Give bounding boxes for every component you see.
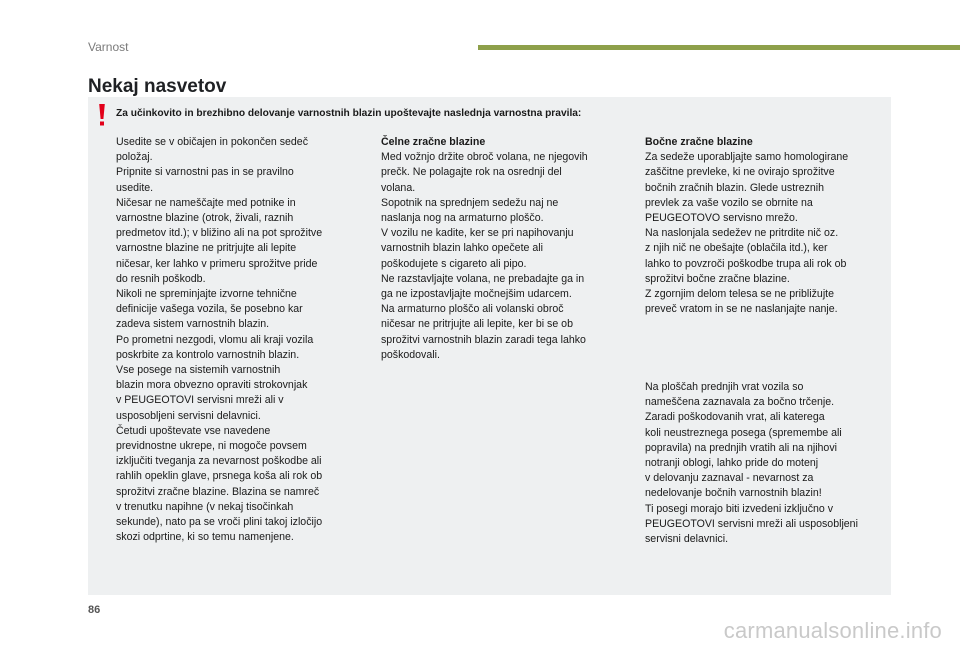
page-title: Nekaj nasvetov [88,76,227,97]
text-line: sekunde), nato pa se vroči plini takoj izločijo [116,516,323,529]
text-line: usposobljeni servisni delavnici. [116,409,261,422]
column-general [116,135,356,545]
text-line: Na armaturno ploščo ali volanski obroč [381,303,564,316]
text-line: ničesar, ker lahko v primeru sprožitve pride [116,257,318,270]
text-line: PEUGEOTOVI servisni mreži ali usposobljeni [645,517,858,530]
text-line: servisni delavnici. [645,533,729,546]
text-line: sprožitvi varnostnih blazin zaradi tega lahko [381,333,586,346]
text-line: Usedite se v običajen in pokončen sedeč [116,136,308,148]
text-line: Na ploščah prednjih vrat vozila so [645,381,804,393]
text-line: poškodovali. [381,348,440,361]
header-rule [478,45,960,50]
text-line: Z zgornjim delom telesa se ne približujte [645,288,835,301]
text-line: Zaradi poškodovanih vrat, ali katerega [645,411,825,424]
page-number: 86 [88,604,101,616]
text-line: Pripnite si varnostni pas in se pravilno [116,166,294,179]
text-line: previdnostne ukrepe, ni mogoče povsem [116,440,307,453]
text-line: usedite. [116,181,154,194]
text-line: do resnih poškodb. [116,272,206,285]
text-line: z njih nič ne obešajte (oblačila itd.), ker [645,242,828,255]
text-line: prevlek za vaše vozilo se obrnite na [645,196,813,209]
text-line: Ne razstavljajte volana, ne prebadajte ga in [381,272,585,285]
warning-intro: Za učinkovito in brezhibno delovanje varnostnih blazin upoštevajte naslednja varnostna pravila: [116,108,582,119]
column-front-airbags [381,135,621,363]
text-line: naslanja nog na armaturno ploščo. [381,212,544,225]
text-line: Nikoli ne spreminjajte izvorne tehnične [116,288,297,301]
text-line: Po prometni nezgodi, vlomu ali kraji vozila [116,333,314,346]
text-line: rahlih opeklin glave, prsnega koša ali rok ob [116,470,323,483]
section-label: Varnost [88,40,129,54]
text-line: zaščitne prevleke, ki ne ovirajo sprožitve [645,166,835,179]
text-line: volana. [381,181,416,194]
text-line: Na naslonjala sedežev ne pritrdite nič oz. [645,227,839,240]
text-line: poškodujete s cigareto ali pipo. [381,257,527,270]
column-side-airbags [645,135,889,317]
text-line: položaj. [116,151,153,164]
text-line: lahko to povzroči poškodbe trupa ali rok ob [645,257,847,270]
text-line: Med vožnjo držite obroč volana, ne njegovih [381,151,588,164]
column-side-sensors [645,380,889,547]
text-line: Ničesar ne nameščajte med potnike in [116,196,296,209]
text-line: v trenutku napihne (v nekaj tisočinkah [116,500,294,513]
subheading-front-airbags: Čelne zračne blazine [381,136,486,148]
text-line: v delovanju zaznaval - nevarnost za [645,472,814,485]
text-line: predmetov itd.); v bližino ali na pot sprožitve [116,227,323,240]
text-line: varnostne blazine (otrok, živali, raznih [116,212,294,225]
text-line: prečk. Ne polagajte rok na osrednji del [381,166,562,179]
text-line: bočnih zračnih blazin. Glede ustreznih [645,181,825,194]
subheading-side-airbags: Bočne zračne blazine [645,136,753,148]
text-line: preveč vratom in se ne naslanjajte nanje. [645,303,838,316]
text-line: definicije vašega vozila, še posebno kar [116,303,303,316]
text-line: varnostnih blazin lahko opečete ali [381,242,543,255]
text-line: skozi odprtine, ki so temu namenjene. [116,531,294,544]
text-line: Ti posegi morajo biti izvedeni izključno v [645,502,834,515]
text-line: Sopotnik na sprednjem sedežu naj ne [381,196,559,209]
text-line: Četudi upoštevate vse navedene [116,424,271,437]
text-line: popravila) na prednjih vratih ali na njihovi [645,441,837,454]
text-line: varnostne blazine ne pritrjujte ali lepite [116,242,297,255]
text-line: koli neustreznega posega (spremembe ali [645,426,842,439]
text-line: sprožitvi bočne zračne blazine. [645,272,790,285]
text-line: PEUGEOTOVO servisno mrežo. [645,212,798,225]
text-line: Vse posege na sistemih varnostnih [116,364,281,377]
text-line: sprožitvi zračne blazine. Blazina se namreč [116,485,320,498]
text-line: v PEUGEOTOVI servisni mreži ali v [116,394,284,407]
text-line: blazin mora obvezno opraviti strokovnjak [116,379,308,392]
text-line: izključiti tveganja za nevarnost poškodbe ali [116,455,322,468]
text-line: ničesar ne pritrjujte ali lepite, ker bi se ob [381,318,573,331]
text-line: ga ne izpostavljajte močnejšim udarcem. [381,288,572,301]
text-line: V vozilu ne kadite, ker se pri napihovanju [381,227,574,240]
text-line: nedelovanje bočnih varnostnih blazin! [645,487,822,500]
text-line: notranji oblogi, lahko pride do motenj [645,457,819,470]
text-line: Za sedeže uporabljajte samo homologirane [645,151,849,164]
text-line: zadeva sistem varnostnih blazin. [116,318,270,331]
text-line: nameščena zaznavala za bočno trčenje. [645,396,835,409]
text-line: poskrbite za kontrolo varnostnih blazin. [116,348,300,361]
watermark: carmanualsonline.info [723,618,942,643]
exclamation-icon [95,103,109,127]
